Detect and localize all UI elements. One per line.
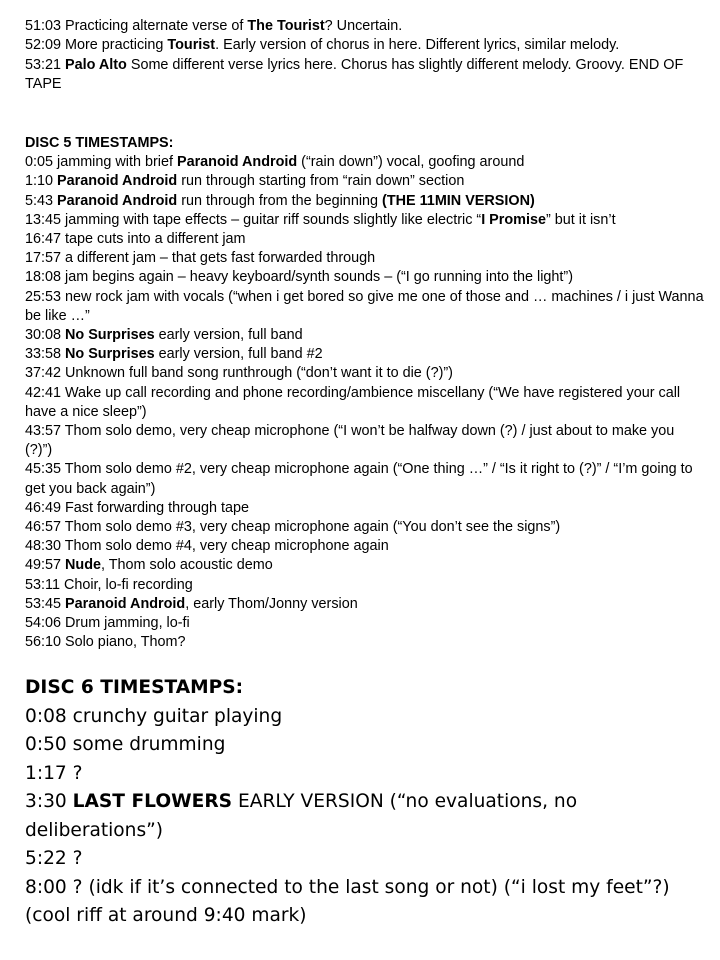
timestamp-line xyxy=(25,788,715,845)
text-run: 45:35 Thom solo demo #2, very cheap microphone again (“One thing …” / “Is it right to (?)” / “I’m going to get you back again”) xyxy=(25,461,693,497)
timestamp-line xyxy=(25,845,715,874)
timestamp-line xyxy=(25,268,705,287)
text-run: 33:58 xyxy=(25,346,66,363)
text-run: ? Uncertain. xyxy=(324,18,403,34)
tape-end-section xyxy=(25,17,705,94)
text-run: 43:57 Thom solo demo, very cheap microphone (“I won’t be halfway down (?) / just about to make you (?)”) xyxy=(25,423,675,459)
bold-title: (THE 11MIN VERSION) xyxy=(382,192,535,209)
text-run: 18:08 jam begins again – heavy keyboard/synth sounds – (“I go running into the light”) xyxy=(25,269,573,286)
text-run: 46:49 Fast forwarding through tape xyxy=(25,499,249,516)
timestamp-line xyxy=(25,384,705,422)
bold-title: Palo Alto xyxy=(65,56,127,73)
disc6-list xyxy=(25,703,715,931)
text-run: , Thom solo acoustic demo xyxy=(101,557,273,574)
disc5-heading: DISC 5 TIMESTAMPS: xyxy=(25,135,174,151)
text-run: run through starting from “rain down” section xyxy=(177,173,465,190)
bold-title: No Surprises xyxy=(65,327,155,344)
text-run: 3:30 xyxy=(25,791,73,812)
text-run: . Early version of chorus in here. Different lyrics, similar melody. xyxy=(215,37,620,54)
bold-title: I Promise xyxy=(481,211,546,228)
timestamp-line xyxy=(25,345,705,364)
timestamp-line xyxy=(25,249,705,268)
timestamp-line xyxy=(25,633,705,652)
text-run: 46:57 Thom solo demo #3, very cheap microphone again (“You don’t see the signs”) xyxy=(25,519,561,536)
text-run: 53:11 Choir, lo-fi recording xyxy=(25,576,193,593)
timestamp-line xyxy=(25,288,705,326)
disc5-section xyxy=(25,134,705,652)
timestamp-line xyxy=(25,56,705,95)
text-run: 49:57 xyxy=(25,557,66,574)
text-run: 1:17 ? xyxy=(25,762,83,784)
timestamp-line xyxy=(25,518,705,537)
text-run: 0:05 jamming with brief xyxy=(25,154,177,171)
timestamp-line xyxy=(25,731,715,760)
text-run: 42:41 Wake up call recording and phone recording/ambience miscellany (“We have registered your call have a nice sleep”) xyxy=(25,384,681,420)
text-run: 0:50 some drumming xyxy=(25,734,226,755)
text-run: 30:08 xyxy=(25,327,66,344)
timestamp-line xyxy=(25,36,705,55)
timestamp-line xyxy=(25,230,705,249)
text-run: , early Thom/Jonny version xyxy=(185,595,358,612)
bold-title: LAST FLOWERS xyxy=(72,791,233,812)
disc5-list xyxy=(25,153,705,652)
disc6-heading: DISC 6 TIMESTAMPS: xyxy=(25,677,244,698)
bold-title: Nude xyxy=(65,557,101,574)
timestamp-line xyxy=(25,614,705,633)
text-run: (“rain down”) vocal, goofing around xyxy=(297,154,525,171)
text-run: 0:08 crunchy guitar playing xyxy=(25,705,283,727)
text-run: 13:45 jamming with tape effects – guitar riff sounds slightly like electric “ xyxy=(25,211,482,228)
timestamp-line xyxy=(25,153,705,172)
timestamp-line xyxy=(25,874,715,931)
text-run: 5:43 xyxy=(25,192,58,209)
bold-title: The Tourist xyxy=(247,18,325,34)
text-run: Some different verse lyrics here. Chorus has slightly different melody. Groovy. END OF TAPE xyxy=(25,56,684,92)
text-run: 8:00 ? (idk if it’s connected to the last song or not) (“i lost my feet”?) (cool riff at around 9:40 mark) xyxy=(25,876,670,926)
timestamp-line xyxy=(25,460,705,498)
bold-title: Paranoid Android xyxy=(57,192,178,209)
timestamp-line xyxy=(25,703,715,732)
timestamp-line xyxy=(25,364,705,383)
text-run: EARLY VERSION (“no evaluations, no deliberations”) xyxy=(25,791,578,841)
text-run: 25:53 new rock jam with vocals (“when i get bored so give me one of those and … machines / i just Wanna be like …” xyxy=(25,288,704,324)
bold-title: No Surprises xyxy=(65,346,155,363)
timestamp-line xyxy=(25,422,705,460)
timestamp-line xyxy=(25,576,705,595)
text-run: 5:22 ? xyxy=(25,848,83,869)
timestamp-line xyxy=(25,499,705,518)
bold-title: Paranoid Android xyxy=(176,154,298,171)
text-run: 1:10 xyxy=(25,173,58,190)
text-run: 54:06 Drum jamming, lo-fi xyxy=(25,615,190,632)
text-run: 51:03 Practicing alternate verse of xyxy=(25,18,248,34)
timestamp-line xyxy=(25,556,705,575)
text-run: 48:30 Thom solo demo #4, very cheap microphone again xyxy=(25,538,389,555)
timestamp-line xyxy=(25,326,705,345)
text-run: 53:21 xyxy=(25,56,66,73)
text-run: 16:47 tape cuts into a different jam xyxy=(25,231,246,248)
text-run: ” but it isn’t xyxy=(545,211,616,228)
bold-title: Paranoid Android xyxy=(65,595,186,612)
text-run: 17:57 a different jam – that gets fast forwarded through xyxy=(25,250,376,267)
timestamp-line xyxy=(25,760,715,789)
disc6-section xyxy=(25,674,715,931)
text-run: 52:09 More practicing xyxy=(25,37,168,54)
timestamp-line xyxy=(25,172,705,191)
text-run: early version, full band xyxy=(154,327,303,344)
timestamp-line xyxy=(25,211,705,230)
text-run: 53:45 xyxy=(25,595,66,612)
text-run: 37:42 Unknown full band song runthrough (“don’t want it to die (?)”) xyxy=(25,365,453,382)
timestamp-line xyxy=(25,595,705,614)
text-run: 56:10 Solo piano, Thom? xyxy=(25,634,186,651)
bold-title: Tourist xyxy=(167,37,216,54)
timestamp-line xyxy=(25,17,705,36)
text-run: run through from the beginning xyxy=(177,192,383,209)
text-run: early version, full band #2 xyxy=(154,346,323,363)
timestamp-line xyxy=(25,537,705,556)
timestamp-line xyxy=(25,192,705,211)
bold-title: Paranoid Android xyxy=(57,173,178,190)
